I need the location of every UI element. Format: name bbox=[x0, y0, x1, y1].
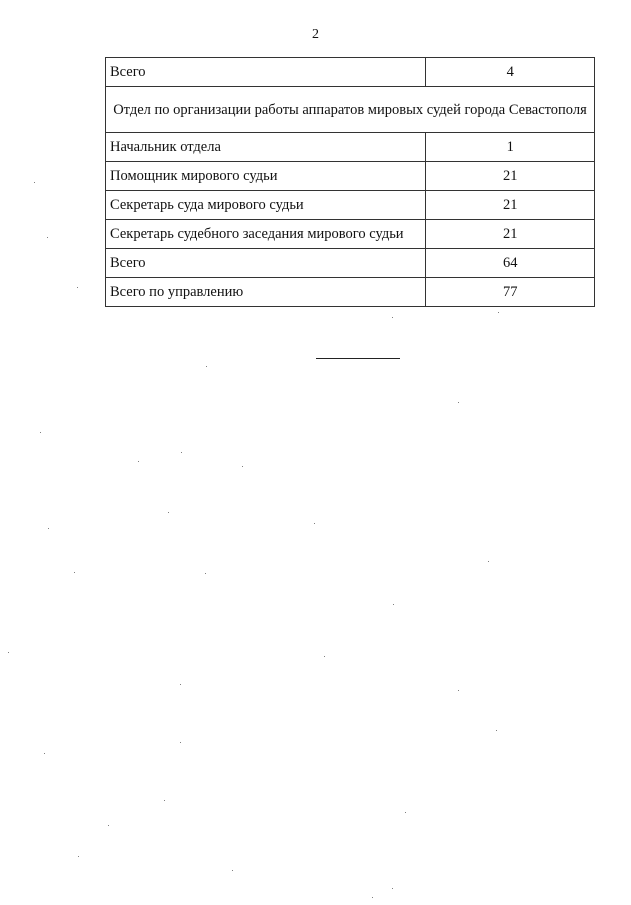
scan-speck bbox=[496, 730, 497, 731]
section-title: Отдел по организации работы аппаратов мировых судей города Севастополя bbox=[106, 87, 595, 133]
position-count: 21 bbox=[426, 191, 595, 220]
table-row bbox=[106, 58, 595, 87]
scan-speck bbox=[405, 812, 406, 813]
position-count: 4 bbox=[426, 58, 595, 87]
scan-speck bbox=[40, 432, 41, 433]
scan-speck bbox=[180, 742, 181, 743]
table-row bbox=[106, 191, 595, 220]
scan-speck bbox=[108, 825, 109, 826]
scan-speck bbox=[47, 237, 48, 238]
position-count: 21 bbox=[426, 220, 595, 249]
table-row bbox=[106, 278, 595, 307]
scan-speck bbox=[314, 523, 315, 524]
position-name: Всего по управлению bbox=[106, 278, 426, 307]
scan-speck bbox=[324, 656, 325, 657]
scan-speck bbox=[77, 287, 78, 288]
scan-speck bbox=[180, 684, 181, 685]
position-count: 1 bbox=[426, 133, 595, 162]
position-name: Помощник мирового судьи bbox=[106, 162, 426, 191]
scan-speck bbox=[205, 573, 206, 574]
position-name: Секретарь судебного заседания мирового судьи bbox=[106, 220, 426, 249]
table-row bbox=[106, 133, 595, 162]
scan-speck bbox=[164, 800, 165, 801]
scan-speck bbox=[458, 402, 459, 403]
scan-speck bbox=[392, 888, 393, 889]
scan-speck bbox=[74, 572, 75, 573]
page-number: 2 bbox=[312, 27, 319, 42]
table-row bbox=[106, 162, 595, 191]
position-name: Начальник отдела bbox=[106, 133, 426, 162]
scan-speck bbox=[393, 604, 394, 605]
scan-speck bbox=[78, 856, 79, 857]
scan-speck bbox=[8, 652, 9, 653]
closing-divider-line bbox=[316, 358, 400, 359]
scan-speck bbox=[372, 897, 373, 898]
scan-speck bbox=[181, 452, 182, 453]
scan-speck bbox=[206, 366, 207, 367]
table-row bbox=[106, 249, 595, 278]
position-name: Всего bbox=[106, 249, 426, 278]
scan-speck bbox=[232, 870, 233, 871]
scan-speck bbox=[138, 461, 139, 462]
scan-speck bbox=[48, 528, 49, 529]
scan-speck bbox=[458, 690, 459, 691]
scan-speck bbox=[392, 317, 393, 318]
scan-speck bbox=[242, 466, 243, 467]
section-header-row bbox=[106, 87, 595, 133]
position-count: 77 bbox=[426, 278, 595, 307]
staffing-table bbox=[105, 57, 595, 307]
scan-speck bbox=[498, 312, 499, 313]
position-count: 21 bbox=[426, 162, 595, 191]
scan-speck bbox=[34, 182, 35, 183]
table-row bbox=[106, 220, 595, 249]
scan-speck bbox=[44, 753, 45, 754]
position-name: Всего bbox=[106, 58, 426, 87]
scan-speck bbox=[168, 512, 169, 513]
position-name: Секретарь суда мирового судьи bbox=[106, 191, 426, 220]
position-count: 64 bbox=[426, 249, 595, 278]
scan-speck bbox=[488, 561, 489, 562]
